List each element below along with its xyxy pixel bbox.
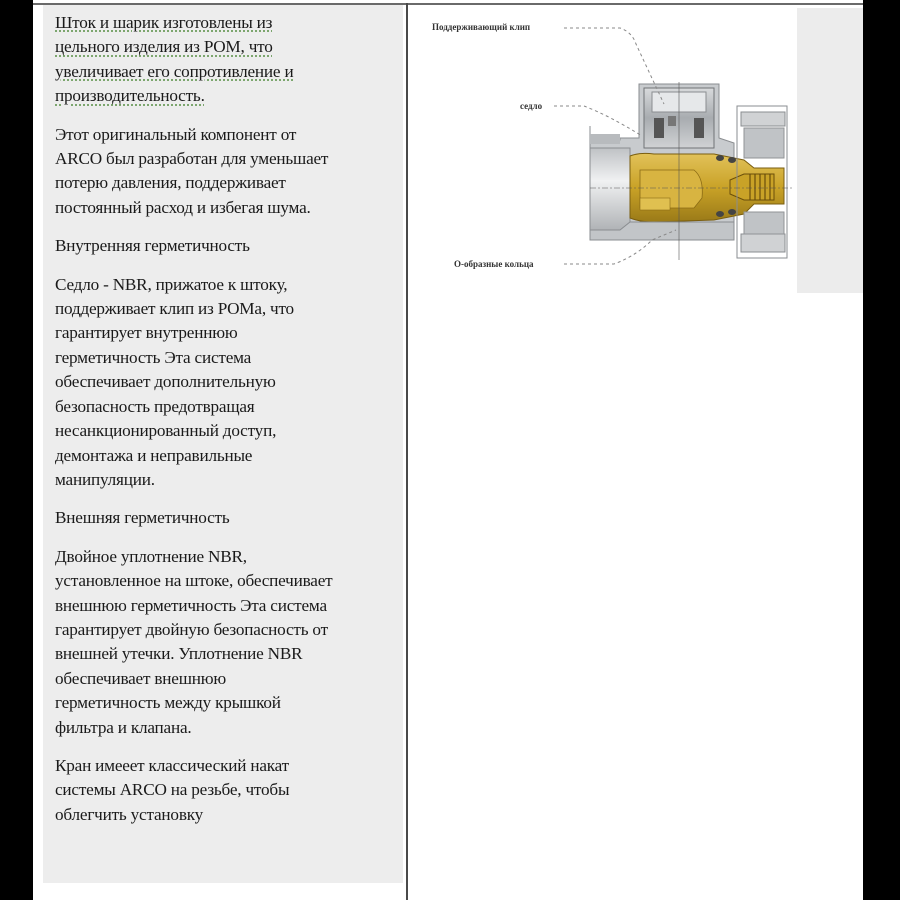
paragraph-thread bbox=[55, 754, 411, 827]
line: безопасность предотвращая bbox=[55, 396, 255, 416]
label-seat: седло bbox=[520, 101, 543, 111]
line: внешнюю герметичность Эта система bbox=[55, 595, 327, 615]
line: гарантирует внутреннюю bbox=[55, 323, 238, 343]
line: Кран имееет классический накат bbox=[55, 755, 289, 775]
valve-diagram bbox=[414, 8, 797, 293]
label-support-clip: Поддерживающий клип bbox=[432, 22, 531, 32]
line: увеличивает его сопротивление и bbox=[55, 61, 294, 81]
line: герметичность Эта система bbox=[55, 347, 252, 367]
document-page bbox=[33, 0, 863, 900]
paragraph-material bbox=[55, 11, 411, 109]
line: цельного изделия из POM, что bbox=[55, 37, 273, 57]
line: Седло - NBR, прижатое к штоку, bbox=[55, 274, 288, 294]
line: фильтра и клапана. bbox=[55, 717, 192, 737]
valve-cross-section-drawing bbox=[414, 8, 797, 293]
image-margin-strip bbox=[797, 8, 863, 293]
line: обеспечивает дополнительную bbox=[55, 372, 276, 392]
line: гарантирует двойную безопасность от bbox=[55, 619, 328, 639]
line: системы ARCO на резьбе, чтобы bbox=[55, 780, 290, 800]
paragraph-internal-sealing bbox=[55, 273, 411, 493]
line: Внутренняя герметичность bbox=[55, 236, 250, 256]
column-divider bbox=[406, 3, 408, 900]
line: Двойное уплотнение NBR, bbox=[55, 546, 247, 566]
line: производительность. bbox=[55, 86, 205, 106]
line: внешней утечки. Уплотнение NBR bbox=[55, 644, 303, 664]
paragraph-component bbox=[55, 123, 411, 221]
line: манипуляции. bbox=[55, 469, 155, 489]
heading-external-sealing bbox=[55, 506, 411, 530]
line: ARCO был разработан для уменьшает bbox=[55, 149, 329, 169]
line: несанкционированный доступ, bbox=[55, 421, 277, 441]
line: постоянный расход и избегая шума. bbox=[55, 197, 311, 217]
image-cell bbox=[409, 5, 863, 900]
line: поддерживает клип из POMа, что bbox=[55, 299, 294, 319]
line: Внешняя герметичность bbox=[55, 508, 230, 528]
paragraph-external-sealing bbox=[55, 545, 411, 740]
line: демонтажа и неправильные bbox=[55, 445, 253, 465]
line: облегчить установку bbox=[55, 804, 204, 824]
line: установленное на штоке, обеспечивает bbox=[55, 571, 333, 591]
line: Этот оригинальный компонент от bbox=[55, 124, 297, 144]
line: потерю давления, поддерживает bbox=[55, 173, 286, 193]
line: Шток и шарик изготовлены из bbox=[55, 13, 273, 32]
text-column bbox=[55, 11, 411, 841]
text-cell bbox=[43, 5, 403, 883]
line: герметичность между крышкой bbox=[55, 693, 281, 713]
line: обеспечивает внешнюю bbox=[55, 668, 227, 688]
label-o-rings: О-образные кольца bbox=[454, 259, 534, 269]
heading-internal-sealing bbox=[55, 234, 411, 258]
